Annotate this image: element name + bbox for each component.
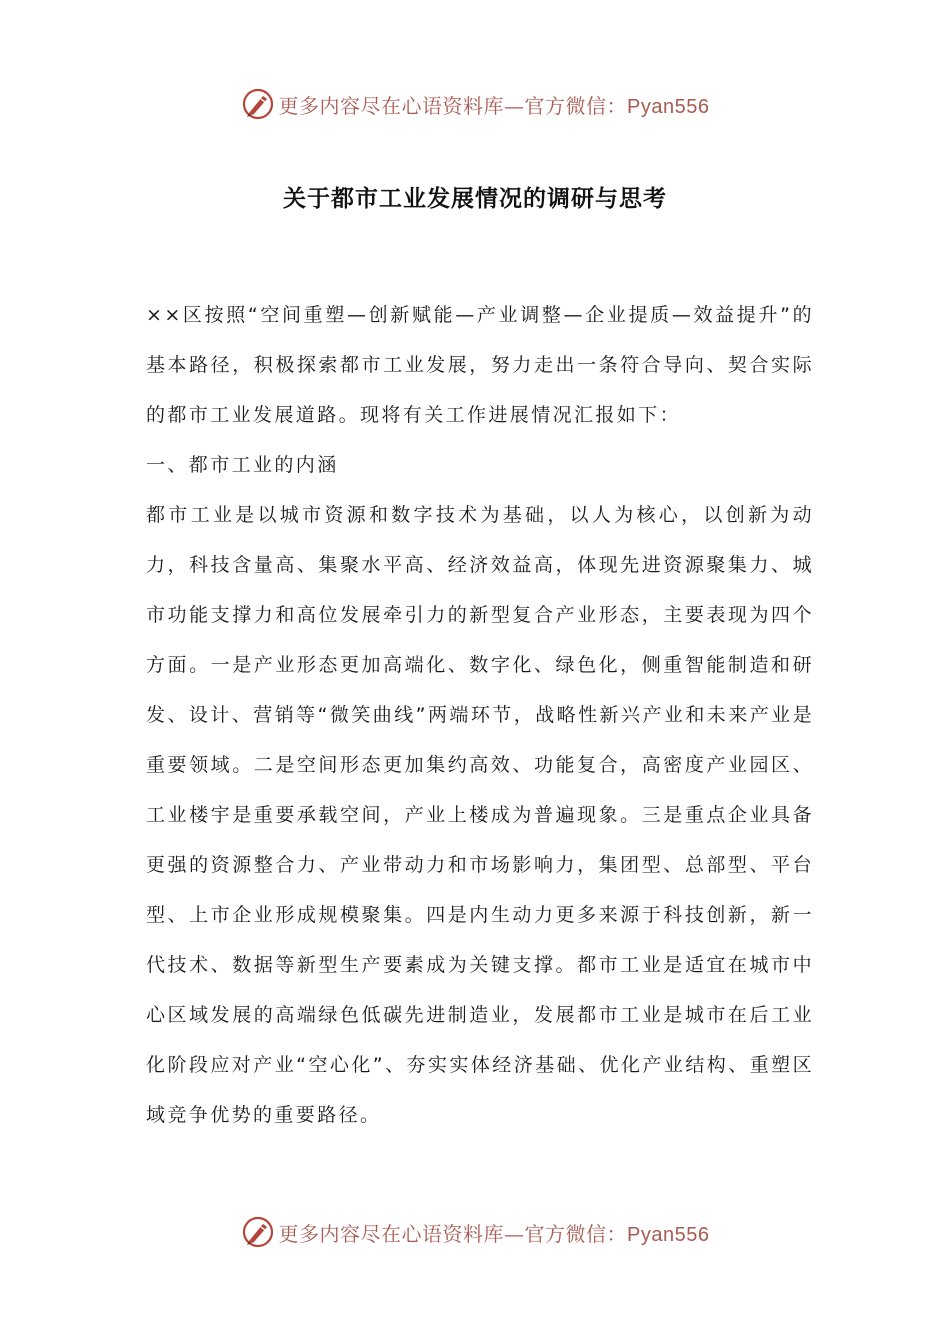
pen-nib-logo-icon (241, 87, 275, 121)
watermark-text (279, 90, 710, 119)
watermark-text-cn: 更多内容尽在心语资料库—官方微信： (278, 93, 628, 118)
watermark-wechat-id: Pyan556 (627, 95, 710, 118)
intro-paragraph: ××区按照“空间重塑—创新赋能—产业调整—企业提质—效益提升”的基本路径，积极探索都市工业发展，努力走出一条符合导向、契合实际的都市工业发展道路。现将有关工作进展情况汇报如下： (146, 304, 814, 426)
document-body (146, 290, 814, 1140)
watermark-header-inner (241, 87, 710, 121)
pen-nib-logo-icon (241, 1215, 275, 1249)
watermark-wechat-id: Pyan556 (627, 1223, 710, 1246)
section-paragraph: 都市工业是以城市资源和数字技术为基础，以人为核心，以创新为动力，科技含量高、集聚水平高、经济效益高，体现先进资源聚集力、城市功能支撑力和高位发展牵引力的新型复合产业形态，主要表现为四个方面。一是产业形态更加高端化、数字化、绿色化，侧重智能制造和研发、设计、营销等“微笑曲线”两端环节，战略性新兴产业和未来产业是重要领域。二是空间形态更加集约高效、功能复合，高密度产业园区、工业楼宇是重要承载空间，产业上楼成为普遍现象。三是重点企业具备更强的资源整合力、产业带动力和市场影响力，集团型、总部型、平台型、上市企业形成规模聚集。四是内生动力更多来源于科技创新，新一代技术、数据等新型生产要素成为关键支撑。都市工业是适宜在城市中心区域发展的高端绿色低碳先进制造业，发展都市工业是城市在后工业化阶段应对产业“空心化”、夯实实体经济基础、优化产业结构、重塑区域竞争优势的重要路径。 (146, 504, 814, 1126)
watermark-footer-inner (241, 1215, 710, 1249)
section-heading: 一、都市工业的内涵 (146, 454, 339, 476)
document-title: 关于都市工业发展情况的调研与思考 (283, 186, 667, 212)
watermark-header (0, 84, 950, 124)
watermark-text-cn: 更多内容尽在心语资料库—官方微信： (278, 1221, 628, 1246)
watermark-text (279, 1218, 710, 1247)
watermark-footer (0, 1212, 950, 1252)
